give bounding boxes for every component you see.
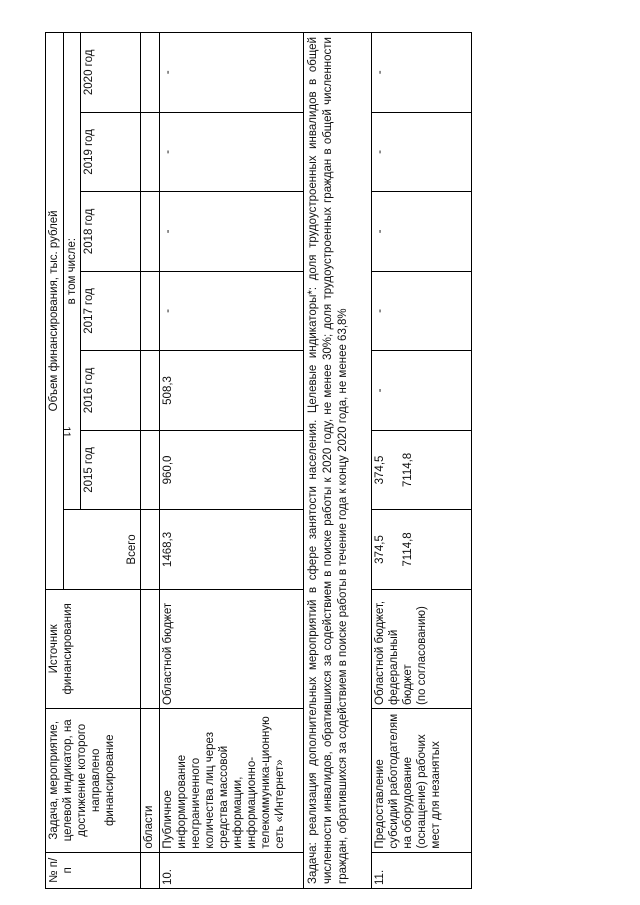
table-row [372,33,472,889]
row11-total [372,510,472,590]
row11-num: 11. [372,852,472,888]
financing-table [45,32,472,889]
header-year-2017: 2017 год [81,271,141,351]
header-num: № п/п [46,852,141,888]
task-row [304,33,372,889]
page-number: 11 [60,426,72,438]
row-name: Публичное информирование неограниченного количества лиц через средства массовой информации, информационно-телекоммуника-ционную сеть «Интернет» [160,709,304,853]
header-year-2018: 2018 год [81,192,141,272]
rotated-page [45,32,515,889]
row-2019: - [160,112,304,192]
row11-source-1: Областной бюджет, [374,600,386,705]
row11-name: Предоставление субсидий работодателям на оборудование (оснащение) рабочих мест для незанятых [372,709,472,853]
row-source: Областной бюджет [160,589,304,708]
header-task: Задача, мероприятие, целевой индикатор, на достижение которого направлено финансирование [46,709,141,853]
header-year-2016: 2016 год [81,351,141,431]
table-row [160,33,304,889]
row-2017: - [160,271,304,351]
row11-2015-1: 374,5 [374,455,386,485]
row11-source-2: федеральный бюджет [388,629,414,705]
row11-2020: - [372,33,472,113]
header-year-2019: 2019 год [81,112,141,192]
row11-source-3: (по согласованию) [416,606,428,705]
row-num: 10. [160,852,304,888]
header-source: Источник финансирования [46,589,141,708]
row11-2019: - [372,112,472,192]
row-2016: 508,3 [160,351,304,431]
header-volume: Объем финансирования, тыс. рублей [46,33,64,590]
header-year-2020: 2020 год [81,33,141,113]
row11-total-1: 374,5 [374,535,386,564]
section-label: области [141,709,160,853]
row11-source [372,589,472,708]
row-total: 1468,3 [160,510,304,590]
header-including: в том числе: [64,33,81,510]
row-2020: - [160,33,304,113]
section-row [141,33,160,889]
row11-2018: - [372,192,472,272]
row11-2015-2: 7114,8 [402,452,414,488]
row11-total-2: 7114,8 [402,532,414,567]
row11-2015 [372,430,472,510]
row11-2017: - [372,271,472,351]
row-2015: 960,0 [160,430,304,510]
row-2018: - [160,192,304,272]
header-total: Всего [64,510,141,590]
task-text: Задача: реализация дополнительных мероприятий в сфере занятости населения. Целевые индикаторы*: доля трудоустроенных инвалидов в общей численности инвалидов, обратившихся за содействием в поиске работы к 2020 году, не менее 30%; доля трудоустроенных граждан в общей численности граждан, обратившихся за содействием в поиске работы в течение года к концу 2020 года, не менее 63,8% [304,33,372,889]
row11-2016: - [372,351,472,431]
header-year-2015: 2015 год [81,430,141,510]
